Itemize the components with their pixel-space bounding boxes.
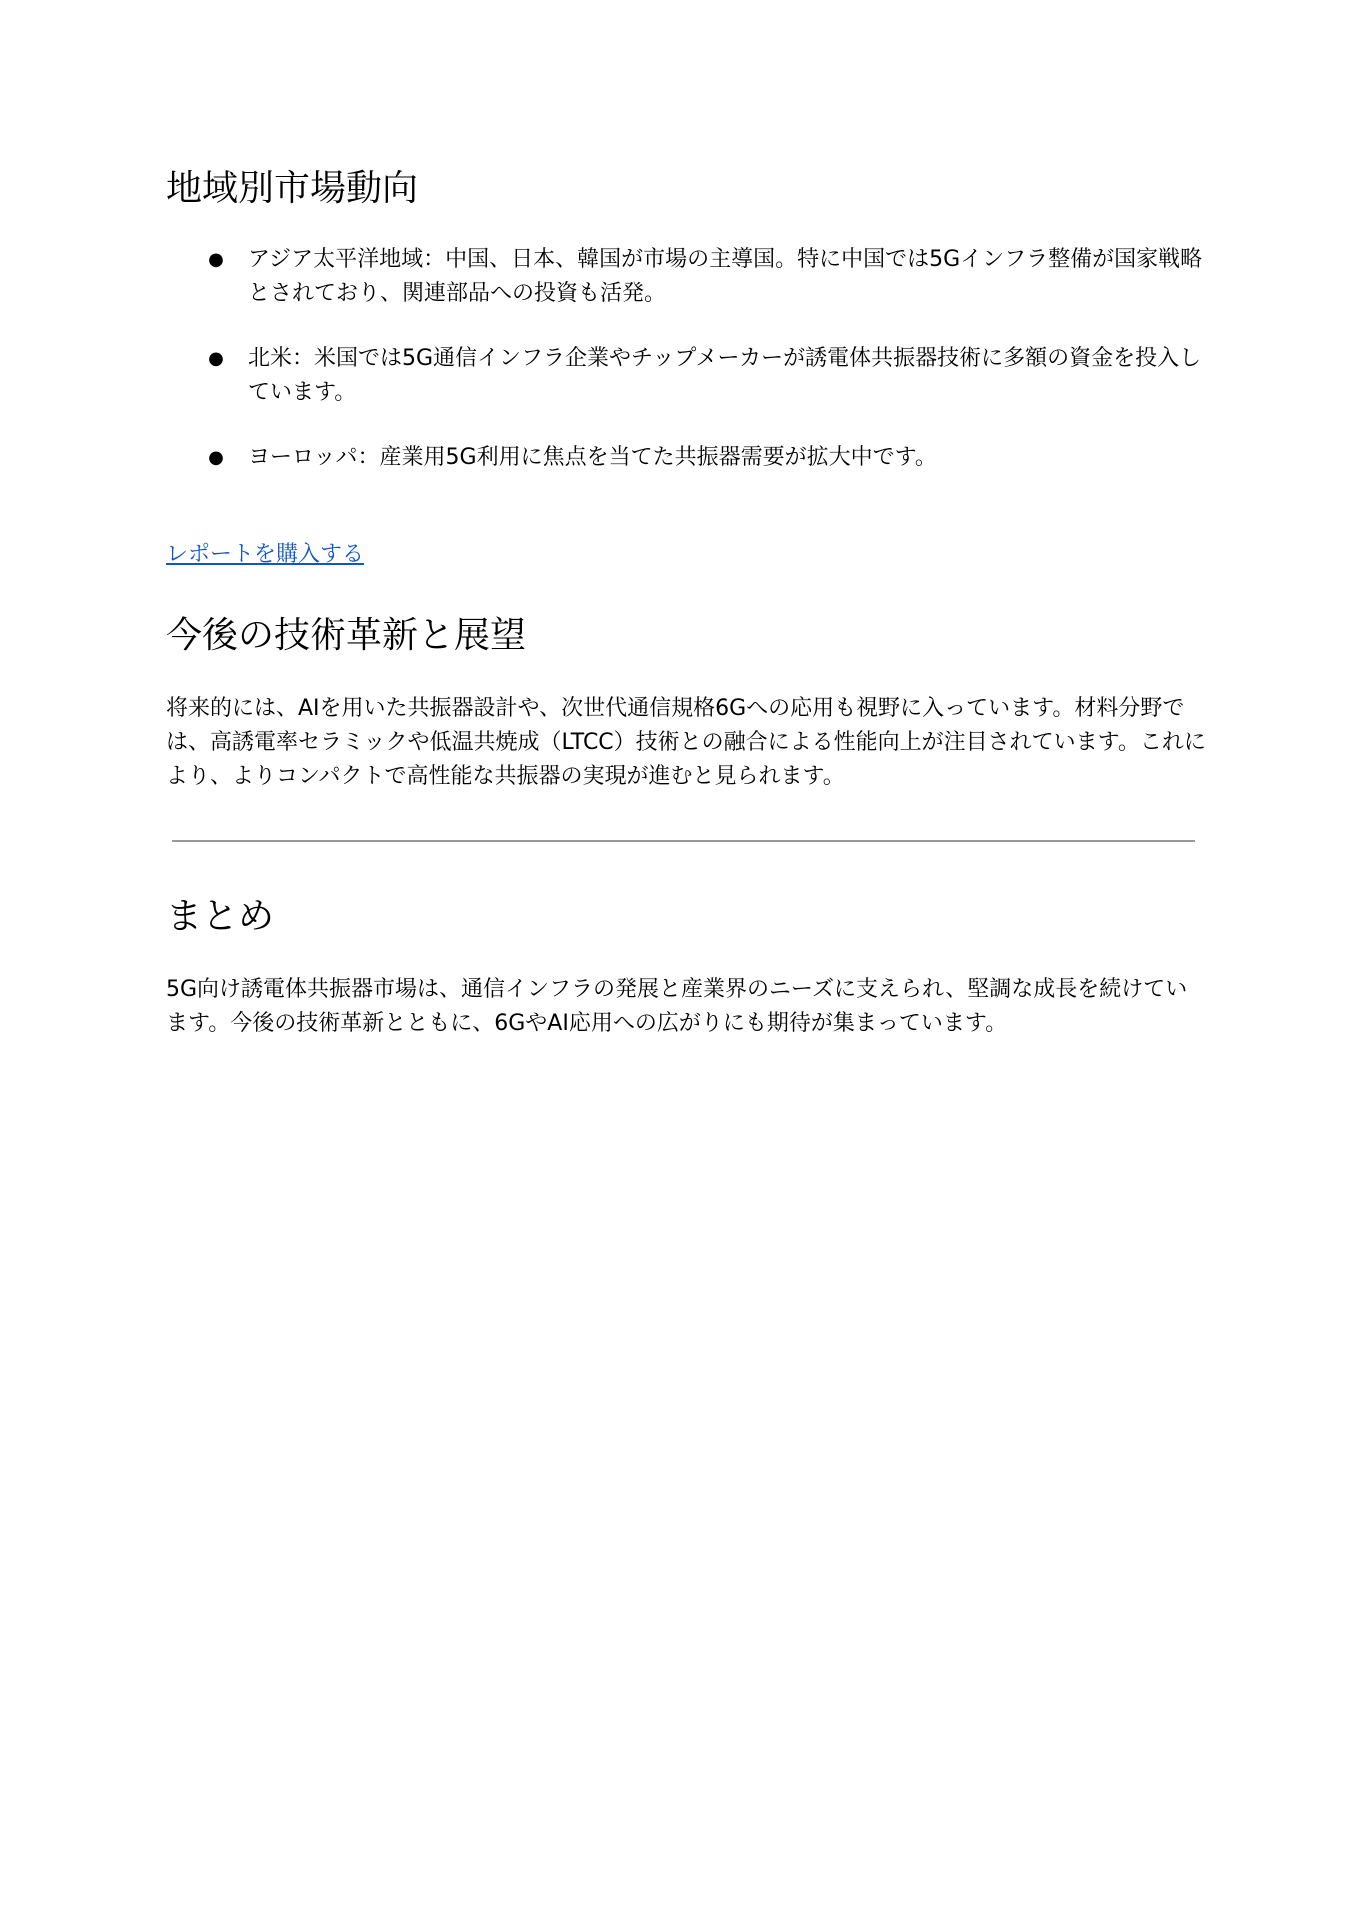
bullet-icon: ●: [208, 447, 224, 468]
list-item-text: 北米：米国では5G通信インフラ企業やチップメーカーが誘電体共振器技術に多額の資金を投入しています。: [248, 346, 1202, 405]
outlook-paragraph: 将来的には、AIを用いた共振器設計や、次世代通信規格6Gへの応用も視野に入っています。材料分野では、高誘電率セラミックや低温共焼成（LTCC）技術との融合による性能向上が注目されています。これにより、よりコンパクトで高性能な共振器の実現が進むと見られます。: [166, 696, 1206, 789]
regional-list: [166, 243, 1206, 506]
list-item: [166, 441, 1206, 475]
bullet-icon: ●: [208, 249, 224, 270]
heading-outlook: 今後の技術革新と展望: [166, 615, 527, 656]
heading-regional-trends: 地域別市場動向: [166, 168, 419, 209]
purchase-report-link[interactable]: レポートを購入する: [166, 542, 365, 567]
list-item: [166, 342, 1206, 410]
list-item-text: アジア太平洋地域：中国、日本、韓国が市場の主導国。特に中国では5Gインフラ整備が国家戦略とされており、関連部品への投資も活発。: [248, 247, 1203, 306]
heading-summary: まとめ: [166, 896, 275, 937]
summary-paragraph: 5G向け誘電体共振器市場は、通信インフラの発展と産業界のニーズに支えられ、堅調な成長を続けています。今後の技術革新とともに、6GやAI応用への広がりにも期待が集まっています。: [166, 977, 1188, 1036]
list-item-text: ヨーロッパ：産業用5G利用に焦点を当てた共振器需要が拡大中です。: [248, 445, 937, 470]
bullet-icon: ●: [208, 348, 224, 369]
list-item: [166, 243, 1206, 311]
section-divider: [172, 840, 1195, 842]
